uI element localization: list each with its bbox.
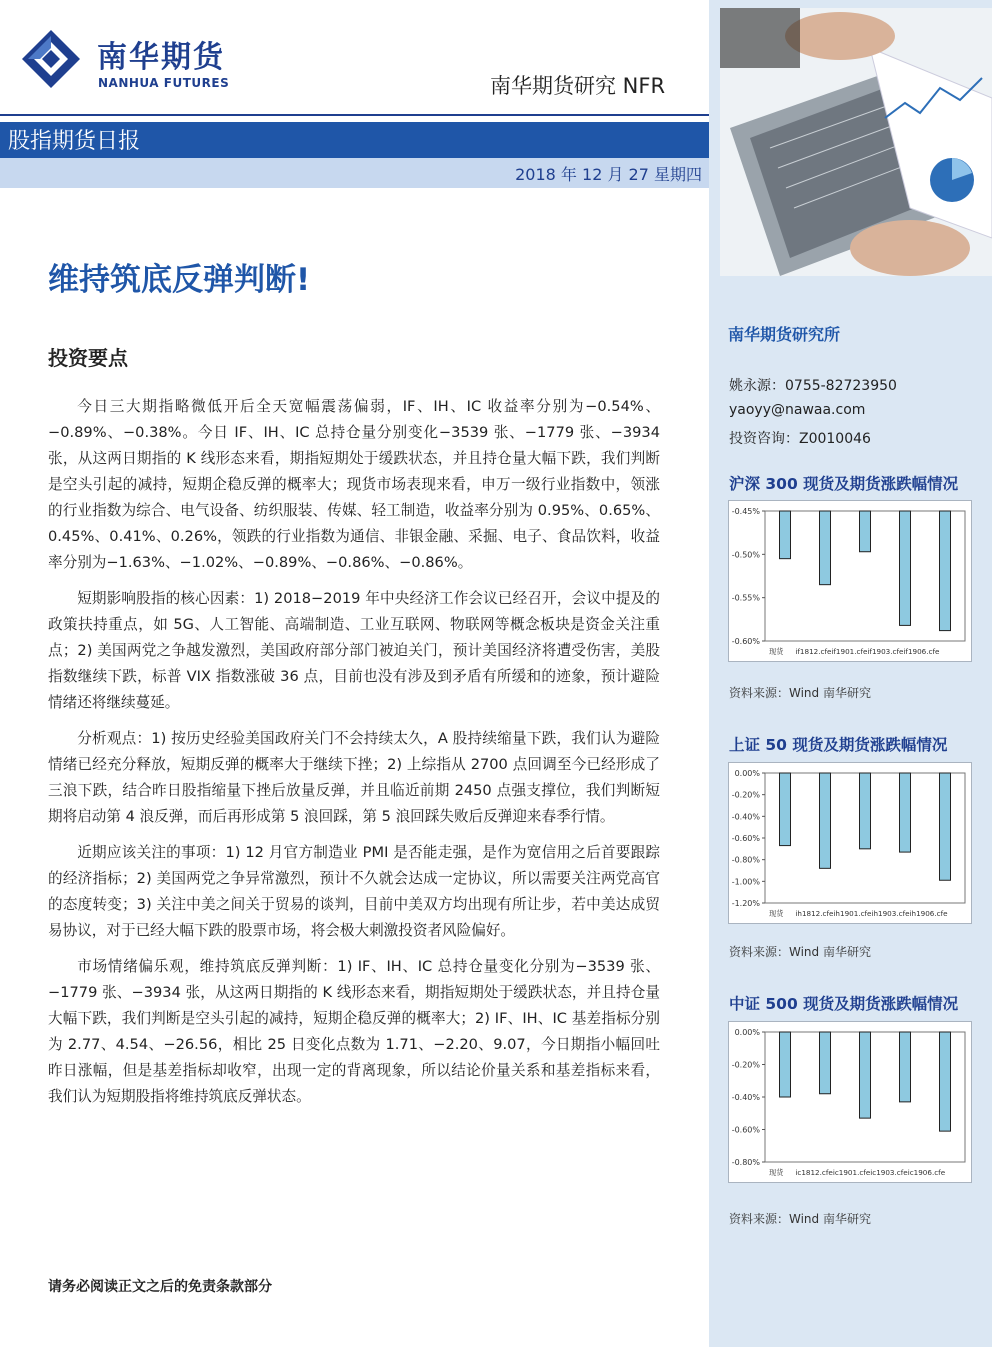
bar	[820, 773, 831, 868]
report-series: 南华期货研究 NFR	[490, 74, 666, 98]
bar	[940, 773, 951, 880]
y-tick-label: -0.60%	[731, 637, 760, 646]
x-tick-label: if1901.cfe	[831, 647, 868, 656]
paragraph: 分析观点：1) 按历史经验美国政府关门不会持续太久，A 股持续缩量下跌，我们认为避险情绪已经充分释放，短期反弹的概率大于继续下挫；2) 上综指从 2700 点回调至今已经形成了三浪下跌，结合昨日股指缩量下挫后放量反弹，并且临近前期 2450 点强支撑位，我们判断短期将启动第 4 浪反弹，而后再形成第 5 浪回踩，第 5 浪回踩失败后反弹迎来春季行情。	[48, 730, 660, 825]
y-tick-label: 0.00%	[734, 1028, 760, 1037]
chart-panel	[728, 1021, 972, 1183]
bar	[820, 1032, 831, 1094]
bar	[940, 1032, 951, 1131]
x-tick-label: ic1812.cfe	[795, 1168, 833, 1177]
bar-chart-sse50	[729, 763, 971, 923]
chart-panel	[728, 762, 972, 924]
x-tick-label: ic1901.cfe	[832, 1168, 871, 1177]
y-tick-label: -1.20%	[731, 899, 760, 908]
x-tick-labels	[769, 647, 940, 656]
x-tick-label: ih1812.cfe	[795, 909, 834, 918]
paragraph: 市场情绪偏乐观，维持筑底反弹判断：1) IF、IH、IC 总持仓量变化分别为−3539 张、−1779 张、−3934 张，从这两日期指的 K 线形态来看，期指短期处于缓跌状态，并且持仓量大幅下跌，我们判断是空头引起的减持，短期企稳反弹的概率大；2) IF、IH、IC 基差指标分别为 2.77、4.54、−26.56，相比 25 日变化点数为 1.71、−2.20、9.07，今日期指小幅回吐昨日涨幅，但是基差指标却收窄，出现一定的背离现象，所以结论价量关系和基差指标来看，我们认为短期股指将维持筑底反弹状态。	[48, 958, 660, 1105]
bar	[860, 511, 871, 552]
brand-name-cn: 南华期货	[97, 40, 225, 75]
x-tick-labels	[769, 909, 948, 918]
bar	[860, 1032, 871, 1118]
chart-source: 资料来源：Wind 南华研究	[729, 686, 871, 700]
y-tick-label: -0.80%	[731, 855, 760, 865]
x-tick-label: ih1901.cfe	[833, 909, 872, 918]
chart-title: 沪深 300 现货及期货涨跌幅情况	[729, 475, 959, 493]
x-tick-label: if1903.cfe	[867, 647, 904, 656]
x-tick-label: 现货	[769, 909, 784, 918]
bar	[780, 773, 791, 846]
y-tick-label: -0.45%	[731, 507, 760, 516]
y-tick-label: -0.40%	[731, 1093, 760, 1102]
x-tick-label: if1906.cfe	[903, 647, 940, 656]
bar	[940, 511, 951, 631]
x-tick-labels	[769, 1168, 946, 1177]
headline: 维持筑底反弹判断!	[48, 262, 311, 298]
paragraph: 短期影响股指的核心因素：1) 2018−2019 年中央经济工作会议已经召开，会议中提及的政策扶持重点，如 5G、人工智能、高端制造、工业互联网、物联网等概念板块是资金关注重点；2) 美国两党之争越发激烈，美国政府部分部门被迫关门，预计美国经济将遭受伤害，美股指数继续下跌，标普 VIX 指数涨破 36 点，目前也没有涉及到矛盾有所缓和的迹象，预计避险情绪还将继续蔓延。	[48, 590, 660, 711]
bar	[900, 773, 911, 852]
x-tick-label: if1812.cfe	[795, 647, 832, 656]
y-tick-label: -1.00%	[731, 877, 760, 887]
y-tick-label: -0.55%	[731, 593, 760, 603]
bar	[860, 773, 871, 849]
y-tick-label: -0.80%	[731, 1158, 760, 1167]
cover-photo	[720, 8, 992, 276]
x-tick-label: 现货	[769, 1168, 784, 1177]
bar-chart-csi500	[729, 1022, 971, 1182]
chart-title: 上证 50 现货及期货涨跌幅情况	[729, 736, 948, 754]
y-tick-label: -0.50%	[731, 550, 760, 560]
analyst-contact: 姚永源：0755-82723950	[729, 378, 897, 394]
paragraph: 近期应该关注的事项：1) 12 月官方制造业 PMI 是否能走强，是作为宽信用之后首要跟踪的经济指标；2) 美国两党之争异常激烈，预计不久就会达成一定协议，所以需要关注两党高官的态度转变；3) 关注中美之间关于贸易的谈判，目前中美双方均出现有所让步，若中美达成贸易协议，对于已经大幅下跌的股票市场，将会极大刺激投资者风险偏好。	[48, 844, 660, 939]
x-tick-label: 现货	[769, 647, 784, 656]
x-tick-label: ic1906.cfe	[907, 1168, 946, 1177]
bar	[900, 1032, 911, 1102]
y-tick-label: -0.60%	[731, 1125, 760, 1135]
section-title: 投资要点	[48, 346, 128, 370]
nanhua-logo-icon	[20, 28, 82, 90]
y-tick-label: -0.20%	[731, 1060, 760, 1070]
chart-source: 资料来源：Wind 南华研究	[729, 945, 871, 959]
chart-panel	[728, 500, 972, 662]
x-tick-label: ih1903.cfe	[871, 909, 910, 918]
analyst-email: yaoyy@nawaa.com	[729, 402, 866, 418]
paragraph: 今日三大期指略微低开后全天宽幅震荡偏弱，IF、IH、IC 收益率分别为−0.54%、−0.89%、−0.38%。今日 IF、IH、IC 总持仓量分别变化−3539 张、−1779 张、−3934 张，从这两日期指的 K 线形态来看，期指短期处于缓跌状态，并且持仓量大幅下跌，我们判断是空头引起的减持，短期企稳反弹的概率大；现货市场表现来看，申万一级行业指数中，领涨的行业指数为综合、电气设备、纺织服装、传媒、轻工制造，收益率分别为 0.95%、0.65%、0.45%、0.41%、0.26%，领跌的行业指数为通信、非银金融、采掘、电子、食品饮料，收益率分别为−1.63%、−1.02%、−0.89%、−0.86%、−0.86%。	[48, 398, 660, 571]
license-number: 投资咨询：Z0010046	[729, 431, 871, 447]
y-tick-label: -0.40%	[731, 812, 760, 822]
bar	[780, 511, 791, 559]
bar-chart-csi300	[729, 501, 971, 661]
header-divider	[0, 114, 709, 116]
bar	[820, 511, 831, 585]
bar	[900, 511, 911, 625]
body-text	[48, 394, 660, 1120]
report-date: 2018 年 12 月 27 星期四	[515, 165, 702, 184]
chart-source: 资料来源：Wind 南华研究	[729, 1212, 871, 1226]
x-tick-label: ih1906.cfe	[909, 909, 948, 918]
report-type: 股指期货日报	[8, 129, 141, 154]
y-tick-label: -0.20%	[731, 790, 760, 800]
x-tick-label: ic1903.cfe	[870, 1168, 908, 1177]
y-tick-label: -0.60%	[731, 834, 760, 843]
chart-title: 中证 500 现货及期货涨跌幅情况	[729, 995, 959, 1013]
brand-name-en: NANHUA FUTURES	[98, 76, 230, 90]
y-tick-label: 0.00%	[734, 769, 760, 778]
disclaimer-note: 请务必阅读正文之后的免责条款部分	[48, 1279, 272, 1295]
institute-name: 南华期货研究所	[728, 325, 841, 344]
bar	[780, 1032, 791, 1097]
